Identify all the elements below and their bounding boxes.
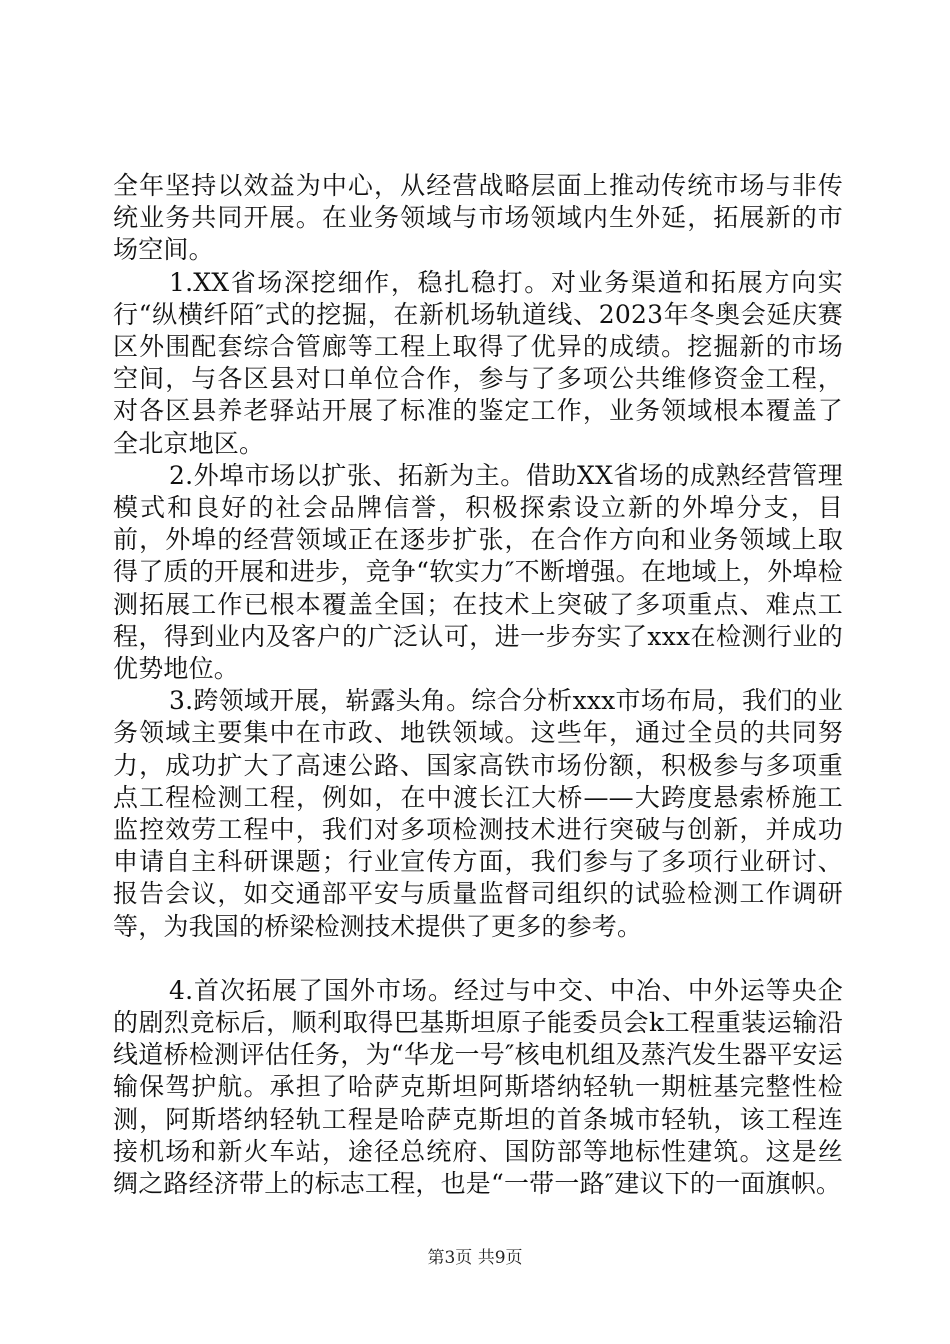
paragraph-intro: 全年坚持以效益为中心，从经营战略层面上推动传统市场与非传统业务共同开展。在业务领域与市场领域内生外延，拓展新的市场空间。 <box>113 171 843 265</box>
paragraph-spacer <box>113 943 843 975</box>
page-footer: 第3页 共9页 <box>427 1248 523 1268</box>
document-body <box>113 170 843 1200</box>
paragraph-item-2: 2.外埠市场以扩张、拓新为主。借助XX省场的成熟经营管理模式和良好的社会品牌信誉，积极探索设立新的外埠分支，目前，外埠的经营领域正在逐步扩张，在合作方向和业务领域上取得了质的开展和进步，竞争“软实力″不断增强。在地域上，外埠检测拓展工作已根本覆盖全国；在技术上突破了多项重点、难点工程，得到业内及客户的广泛认可，进一步夯实了xxx在检测行业的优势地位。 <box>113 460 843 684</box>
paragraph-item-1: 1.XX省场深挖细作，稳扎稳打。对业务渠道和拓展方向实行“纵横纤陌″式的挖掘，在新机场轨道线、2023年冬奥会延庆赛区外围配套综合管廊等工程上取得了优异的成绩。挖掘新的市场空间，与各区县对口单位合作，参与了多项公共维修资金工程，对各区县养老驿站开展了标准的鉴定工作，业务领域根本覆盖了全北京地区。 <box>113 267 843 458</box>
paragraph-item-3: 3.跨领域开展，崭露头角。综合分析xxx市场布局，我们的业务领域主要集中在市政、地铁领域。这些年，通过全员的共同努力，成功扩大了高速公路、国家高铁市场份额，积极参与多项重点工程检测工程，例如，在中渡长江大桥——大跨度悬索桥施工监控效劳工程中，我们对多项检测技术进行突破与创新，并成功申请自主科研课题；行业宣传方面，我们参与了多项行业研讨、报告会议，如交通部平安与质量监督司组织的试验检测工作调研等，为我国的桥梁检测技术提供了更多的参考。 <box>113 686 843 941</box>
paragraph-item-4: 4.首次拓展了国外市场。经过与中交、中冶、中外运等央企的剧烈竞标后，顺利取得巴基斯坦原子能委员会k工程重装运输沿线道桥检测评估任务，为“华龙一号″核电机组及蒸汽发生器平安运输保驾护航。承担了哈萨克斯坦阿斯塔纳轻轨一期桩基完整性检测，阿斯塔纳轻轨工程是哈萨克斯坦的首条城市轻轨，该工程连接机场和新火车站，途径总统府、国防部等地标性建筑。这是丝绸之路经济带上的标志工程，也是“一带一路″建议下的一面旗帜。 <box>113 975 843 1199</box>
